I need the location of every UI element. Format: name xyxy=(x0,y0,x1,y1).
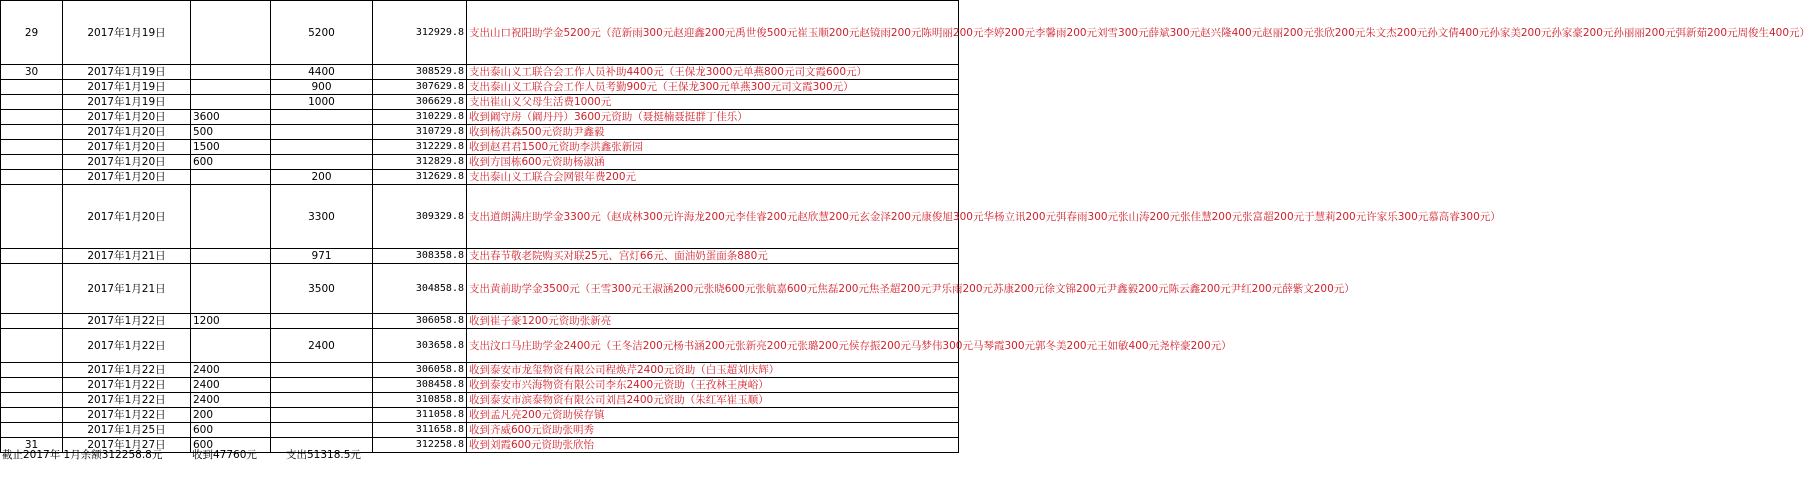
row-date: 2017年1月19日 xyxy=(63,65,191,80)
table-row xyxy=(1,329,959,363)
row-note: 收到赵君君1500元资助李洪鑫张新园 xyxy=(467,140,959,155)
table-row xyxy=(1,378,959,393)
table-row xyxy=(1,170,959,185)
row-income xyxy=(191,170,271,185)
row-date: 2017年1月20日 xyxy=(63,125,191,140)
row-note: 支出汶口马庄助学金2400元（王冬洁200元杨书涵200元张新亮200元张璐200元侯存振200元马梦伟300元马琴霞300元郭冬美200元王如敏400元尧梓豪200元） xyxy=(467,329,959,363)
row-balance: 308458.8 xyxy=(373,378,467,393)
row-note: 收到泰安市龙玺物资有限公司程焕芹2400元资助（白玉超刘庆辉） xyxy=(467,363,959,378)
row-income xyxy=(191,249,271,264)
table-row xyxy=(1,408,959,423)
row-date: 2017年1月20日 xyxy=(63,170,191,185)
row-income: 2400 xyxy=(191,393,271,408)
row-income: 1500 xyxy=(191,140,271,155)
row-expense xyxy=(271,423,373,438)
row-index xyxy=(1,185,63,249)
footer-received: 收到47760元 xyxy=(192,449,257,461)
row-date: 2017年1月22日 xyxy=(63,378,191,393)
row-index xyxy=(1,170,63,185)
row-expense xyxy=(271,125,373,140)
table-row xyxy=(1,393,959,408)
table-row xyxy=(1,80,959,95)
table-row xyxy=(1,1,959,65)
row-note: 支出泰山义工联合会工作人员考勤900元（王保龙300元单燕300元司文霞300元） xyxy=(467,80,959,95)
table-row xyxy=(1,363,959,378)
row-income: 2400 xyxy=(191,363,271,378)
table-row xyxy=(1,95,959,110)
row-date: 2017年1月20日 xyxy=(63,185,191,249)
table-row xyxy=(1,140,959,155)
row-note: 支出泰山义工联合会网银年费200元 xyxy=(467,170,959,185)
row-income xyxy=(191,1,271,65)
row-balance: 304858.8 xyxy=(373,264,467,314)
table-row xyxy=(1,314,959,329)
row-expense: 2400 xyxy=(271,329,373,363)
row-balance: 312929.8 xyxy=(373,1,467,65)
row-index xyxy=(1,249,63,264)
row-balance: 312829.8 xyxy=(373,155,467,170)
row-balance: 307629.8 xyxy=(373,80,467,95)
row-expense xyxy=(271,140,373,155)
row-index xyxy=(1,80,63,95)
row-index xyxy=(1,155,63,170)
row-expense xyxy=(271,314,373,329)
row-index xyxy=(1,140,63,155)
row-note: 收到崔子豪1200元资助张新亮 xyxy=(467,314,959,329)
row-balance: 309329.8 xyxy=(373,185,467,249)
row-income: 600 xyxy=(191,155,271,170)
row-date: 2017年1月21日 xyxy=(63,249,191,264)
row-index xyxy=(1,363,63,378)
row-note: 支出黄前助学金3500元（王雪300元王淑涵200元张晓600元张航嘉600元焦磊200元焦圣超200元尹乐雨200元苏康200元徐文锦200元尹鑫毅200元陈云鑫200元尹红200元薛紫文200元） xyxy=(467,264,959,314)
row-index: 30 xyxy=(1,65,63,80)
row-note: 收到方国栋600元资助杨淑涵 xyxy=(467,155,959,170)
table-row xyxy=(1,65,959,80)
row-balance: 306058.8 xyxy=(373,363,467,378)
row-date: 2017年1月20日 xyxy=(63,140,191,155)
row-index xyxy=(1,125,63,140)
row-balance: 306629.8 xyxy=(373,95,467,110)
row-date: 2017年1月25日 xyxy=(63,423,191,438)
row-note: 收到杨洪森500元资助尹鑫毅 xyxy=(467,125,959,140)
row-expense xyxy=(271,393,373,408)
row-income xyxy=(191,185,271,249)
row-income xyxy=(191,80,271,95)
row-index xyxy=(1,314,63,329)
row-date: 2017年1月22日 xyxy=(63,314,191,329)
ledger-body xyxy=(1,1,1810,453)
row-date: 2017年1月21日 xyxy=(63,264,191,314)
row-date: 2017年1月22日 xyxy=(63,329,191,363)
row-balance: 312229.8 xyxy=(373,140,467,155)
row-expense xyxy=(271,378,373,393)
row-income xyxy=(191,329,271,363)
row-expense: 900 xyxy=(271,80,373,95)
row-income: 200 xyxy=(191,408,271,423)
table-row xyxy=(1,249,959,264)
row-date: 2017年1月27日 xyxy=(63,438,191,453)
row-index xyxy=(1,378,63,393)
row-expense: 5200 xyxy=(271,1,373,65)
row-income: 2400 xyxy=(191,378,271,393)
row-expense: 971 xyxy=(271,249,373,264)
row-note: 支出泰山义工联合会工作人员补助4400元（王保龙3000元单燕800元司文霞600元） xyxy=(467,65,959,80)
row-note: 收到泰安市滨泰物资有限公司刘昌2400元资助（朱红军崔玉顺） xyxy=(467,393,959,408)
row-date: 2017年1月19日 xyxy=(63,1,191,65)
row-expense: 3500 xyxy=(271,264,373,314)
table-row xyxy=(1,110,959,125)
row-date: 2017年1月22日 xyxy=(63,363,191,378)
table-row xyxy=(1,125,959,140)
row-index xyxy=(1,393,63,408)
row-income xyxy=(191,65,271,80)
row-income: 600 xyxy=(191,423,271,438)
row-expense xyxy=(271,110,373,125)
row-note: 收到刘霞600元资助张欣怡 xyxy=(467,438,959,453)
row-expense xyxy=(271,363,373,378)
row-index xyxy=(1,264,63,314)
row-note: 收到齐威600元资助张明秀 xyxy=(467,423,959,438)
row-income: 1200 xyxy=(191,314,271,329)
row-note: 支出崔山义父母生活费1000元 xyxy=(467,95,959,110)
row-index xyxy=(1,423,63,438)
row-index xyxy=(1,329,63,363)
row-balance: 308358.8 xyxy=(373,249,467,264)
row-date: 2017年1月20日 xyxy=(63,155,191,170)
row-note: 支出春节敬老院购买对联25元、宫灯66元、面油奶蛋面条880元 xyxy=(467,249,959,264)
row-balance: 311658.8 xyxy=(373,423,467,438)
row-index: 31 xyxy=(1,438,63,453)
row-index xyxy=(1,408,63,423)
row-date: 2017年1月20日 xyxy=(63,110,191,125)
row-balance: 312258.8 xyxy=(373,438,467,453)
row-expense: 3300 xyxy=(271,185,373,249)
row-income: 500 xyxy=(191,125,271,140)
table-row xyxy=(1,185,959,249)
footer-balance: 截止2017年 1月余额312258.8元 xyxy=(2,449,163,461)
row-balance: 306058.8 xyxy=(373,314,467,329)
row-expense xyxy=(271,408,373,423)
row-note: 收到阚守房（阚丹丹）3600元资助（聂挺楠聂挺群丁佳乐） xyxy=(467,110,959,125)
row-note: 收到孟凡亮200元资助侯存镇 xyxy=(467,408,959,423)
row-income xyxy=(191,264,271,314)
row-income xyxy=(191,95,271,110)
row-balance: 311058.8 xyxy=(373,408,467,423)
row-balance: 310729.8 xyxy=(373,125,467,140)
row-note: 收到泰安市兴海物资有限公司李东2400元资助（王孜林王庚峪） xyxy=(467,378,959,393)
row-index xyxy=(1,95,63,110)
row-income: 600 xyxy=(191,438,271,453)
footer-spent: 支出51318.5元 xyxy=(286,449,361,461)
row-index xyxy=(1,110,63,125)
row-balance: 310229.8 xyxy=(373,110,467,125)
row-income: 3600 xyxy=(191,110,271,125)
row-expense: 4400 xyxy=(271,65,373,80)
row-balance: 312629.8 xyxy=(373,170,467,185)
row-date: 2017年1月19日 xyxy=(63,95,191,110)
row-expense: 200 xyxy=(271,170,373,185)
row-balance: 310858.8 xyxy=(373,393,467,408)
row-date: 2017年1月22日 xyxy=(63,393,191,408)
row-date: 2017年1月19日 xyxy=(63,80,191,95)
row-expense xyxy=(271,155,373,170)
table-row xyxy=(1,423,959,438)
row-date: 2017年1月22日 xyxy=(63,408,191,423)
row-expense: 1000 xyxy=(271,95,373,110)
row-balance: 303658.8 xyxy=(373,329,467,363)
row-balance: 308529.8 xyxy=(373,65,467,80)
row-note: 支出山口祝阳助学金5200元（范新雨300元赵迎鑫200元禹世俊500元崔玉顺200元赵镜雨200元陈明丽200元李婷200元李馨雨200元刘雪300元薛斌300元赵兴隆400元赵丽200元张欣200元朱文杰200元孙文倩400元孙家美200元孙家豪200元孙丽丽200元弭新茹200元周俊生400元） xyxy=(467,1,959,65)
row-index: 29 xyxy=(1,1,63,65)
table-row xyxy=(1,264,959,314)
table-row xyxy=(1,155,959,170)
row-note: 支出道朗满庄助学金3300元（赵成林300元许海龙200元李佳睿200元赵欣慧200元玄金泽200元康俊旭300元华杨立讯200元弭春雨300元张山涛200元张佳慧200元张富超200元于慧莉200元许家乐300元慕高睿300元） xyxy=(467,185,959,249)
